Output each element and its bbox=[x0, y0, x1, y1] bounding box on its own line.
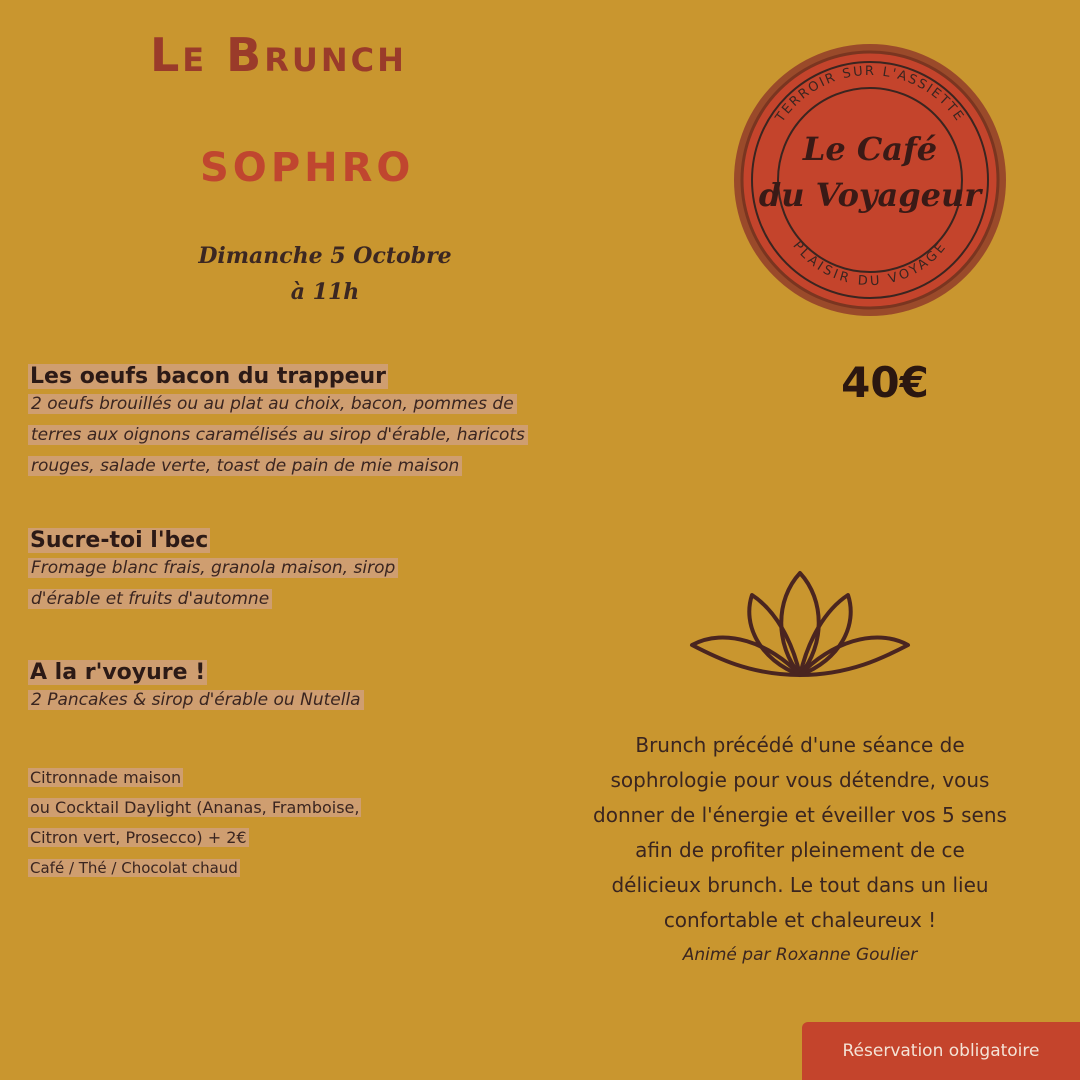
logo-top-arc: TERROIR SUR L'ASSIETTE bbox=[772, 63, 968, 126]
menu-item-desc-line: 2 oeufs brouillés ou au plat au choix, bacon, pommes de bbox=[28, 394, 517, 414]
menu-item bbox=[28, 660, 688, 716]
drink-line: Citron vert, Prosecco) + 2€ bbox=[30, 828, 247, 847]
menu-item-desc bbox=[28, 685, 688, 716]
facilitator-credit: Animé par Roxanne Goulier bbox=[682, 945, 918, 965]
menu-item bbox=[28, 364, 688, 482]
description-line: confortable et chaleureux ! bbox=[663, 908, 937, 932]
menu-item-title: Les oeufs bacon du trappeur bbox=[30, 364, 386, 389]
page-title: Le Brunch bbox=[150, 28, 407, 82]
price: 40€ bbox=[841, 358, 929, 407]
lotus-icon bbox=[680, 565, 920, 685]
menu-item-title: Sucre-toi l'bec bbox=[30, 528, 209, 553]
logo-bottom-arc: PLAISIR DU VOYAGE bbox=[789, 238, 951, 290]
description-line: Brunch précédé d'une séance de bbox=[635, 733, 965, 757]
description-line: donner de l'énergie et éveiller vos 5 sens bbox=[593, 803, 1007, 827]
menu-item-title: A la r'voyure ! bbox=[30, 660, 206, 685]
page-subtitle: SOPHRO bbox=[200, 145, 415, 191]
event-date-day: Dimanche 5 Octobre bbox=[198, 243, 452, 269]
cafe-logo bbox=[720, 40, 1020, 320]
drinks-list bbox=[28, 763, 498, 883]
description-line: délicieux brunch. Le tout dans un lieu bbox=[611, 873, 989, 897]
description-line: sophrologie pour vous détendre, vous bbox=[610, 768, 990, 792]
event-date bbox=[170, 238, 480, 310]
menu-item-desc-line: d'érable et fruits d'automne bbox=[28, 589, 272, 609]
menu-item-desc-line: 2 Pancakes & sirop d'érable ou Nutella bbox=[28, 690, 364, 710]
event-date-time: à 11h bbox=[290, 279, 360, 305]
event-description bbox=[540, 728, 1060, 973]
menu-item-desc-line: Fromage blanc frais, granola maison, sirop bbox=[28, 558, 398, 578]
reservation-badge: Réservation obligatoire bbox=[802, 1022, 1080, 1080]
logo-name-line1: Le Café bbox=[802, 130, 938, 168]
logo-name-line2: du Voyageur bbox=[758, 176, 982, 214]
description-line: afin de profiter pleinement de ce bbox=[635, 838, 965, 862]
logo-emblem bbox=[720, 40, 1020, 320]
drink-line: ou Cocktail Daylight (Ananas, Framboise, bbox=[30, 798, 360, 817]
menu-item-desc-line: terres aux oignons caramélisés au sirop d'érable, haricots bbox=[28, 425, 528, 445]
drink-line: Café / Thé / Chocolat chaud bbox=[30, 859, 238, 877]
drink-line: Citronnade maison bbox=[30, 768, 182, 787]
menu-item-desc bbox=[28, 553, 688, 615]
menu-item-desc-line: rouges, salade verte, toast de pain de mie maison bbox=[28, 456, 462, 476]
menu-item bbox=[28, 528, 688, 615]
menu-item-desc bbox=[28, 389, 688, 482]
